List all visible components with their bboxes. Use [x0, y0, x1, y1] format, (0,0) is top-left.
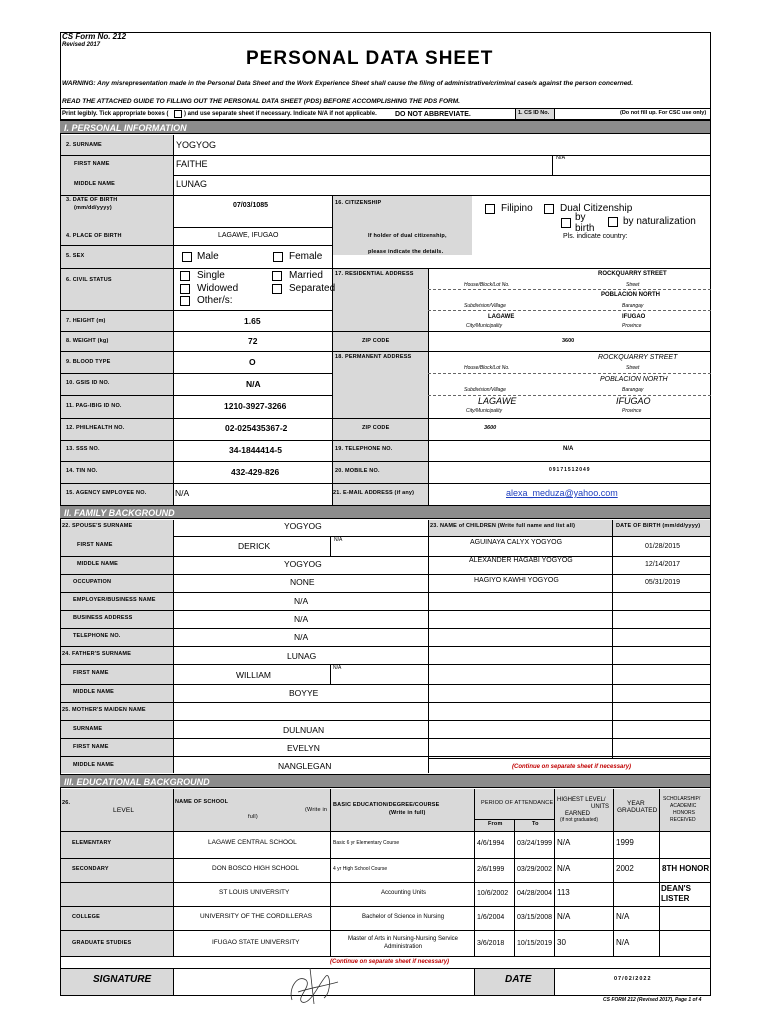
date-value: 07/02/2022: [614, 976, 652, 982]
mother-middlename-label: MIDDLE NAME: [73, 762, 115, 768]
child-2-dob: 12/14/2017: [645, 561, 681, 568]
section-family-title: II. FAMILY BACKGROUND: [64, 508, 175, 518]
civil-separated-label: Separated: [289, 283, 336, 294]
father-middlename-label: MIDDLE NAME: [73, 689, 115, 695]
father-firstname-label: FIRST NAME: [73, 670, 109, 676]
perm-house-caption: House/Block/Lot No.: [464, 365, 510, 371]
highest-header-3: EARNED: [565, 811, 591, 817]
edu-row-2-from: 2/6/1999: [477, 866, 505, 873]
occupation-value: NONE: [290, 577, 315, 587]
section-educational-background: [60, 774, 710, 788]
edu-row-2-year: 2002: [616, 864, 634, 873]
res-street-caption: Street: [626, 282, 640, 288]
edu-row-1-course: Basic 6 yr Elementary Course: [333, 840, 400, 846]
education-continue-note: (Continue on separate sheet if necessary): [330, 959, 450, 965]
course-header-write: (Write in full): [389, 810, 426, 816]
pagibig-value: 1210-3927-3266: [224, 401, 287, 411]
by-naturalization-checkbox[interactable]: [608, 217, 618, 227]
edu-row-1-from: 4/6/1994: [477, 840, 505, 847]
dual-note-1: If holder of dual citizenship,: [368, 233, 447, 239]
no-abbreviate-text: DO NOT ABBREVIATE.: [395, 111, 471, 118]
sex-female-checkbox[interactable]: [273, 252, 283, 262]
edu-row-4-from: 1/6/2004: [477, 914, 505, 921]
occupation-label: OCCUPATION: [73, 579, 112, 585]
spouse-surname-value: YOGYOG: [284, 521, 322, 531]
read-guide-text: READ THE ATTACHED GUIDE TO FILLING OUT THE PERSONAL DATA SHEET (PDS) BEFORE ACCOMPLISHING THE PDS FORM.: [62, 98, 460, 105]
family-continue-note: (Continue on separate sheet if necessary): [512, 764, 632, 770]
edu-row-5-school: IFUGAO STATE UNIVERSITY: [212, 939, 300, 946]
firstname-label: FIRST NAME: [74, 161, 110, 167]
page-title: PERSONAL DATA SHEET: [246, 48, 494, 69]
email-label: 21. E-MAIL ADDRESS (if any): [333, 490, 415, 496]
edu-row-5-year: N/A: [616, 938, 630, 947]
tin-label: 14. TIN NO.: [66, 468, 98, 474]
middlename-value: LUNAG: [176, 179, 208, 189]
perm-zip-value: 3600: [484, 425, 497, 431]
section-education-title: III. EDUCATIONAL BACKGROUND: [64, 777, 210, 787]
year-graduated-header-1: YEAR: [627, 800, 645, 807]
edu-row-3-from: 10/6/2002: [477, 890, 509, 897]
firstname-value: FAITHE: [176, 159, 208, 169]
father-middlename-value: BOYYE: [289, 688, 319, 698]
mother-firstname-value: EVELYN: [287, 743, 320, 753]
father-firstname-value: WILLIAM: [236, 670, 271, 680]
sex-female-label: Female: [289, 251, 323, 262]
form-number: CS Form No. 212: [62, 32, 127, 41]
perm-subdivision-value: POBLACION NORTH: [600, 376, 668, 383]
blood-type-label: 9. BLOOD TYPE: [66, 359, 111, 365]
edu-row-3-course: Accounting Units: [381, 890, 427, 896]
school-header-write: (Write in: [305, 807, 328, 813]
mother-surname-value: DULNUAN: [283, 725, 325, 735]
pob-label: 4. PLACE OF BIRTH: [66, 233, 122, 239]
res-subdivision-caption: Subdivision/Village: [464, 303, 506, 309]
civil-others-checkbox[interactable]: [180, 296, 190, 306]
business-address-value: N/A: [294, 614, 309, 624]
mobile-value: 09171512049: [549, 467, 591, 473]
honors-header-2: ACADEMIC: [670, 803, 697, 809]
spouse-telephone-value: N/A: [294, 632, 309, 642]
citizenship-label: 16. CITIZENSHIP: [335, 200, 382, 206]
dob-value: 07/03/1085: [233, 202, 269, 209]
course-header: BASIC EDUCATION/DEGREE/COURSE: [333, 802, 440, 808]
gsis-value: N/A: [246, 379, 261, 389]
child-1-dob: 01/28/2015: [645, 543, 681, 550]
employer-label: EMPLOYER/BUSINESS NAME: [73, 597, 156, 603]
height-value: 1.65: [244, 316, 261, 326]
edu-row-3-school: ST LOUIS UNIVERSITY: [219, 889, 290, 896]
edu-row-4-course: Bachelor of Science in Nursing: [362, 914, 445, 920]
to-header: To: [532, 821, 539, 827]
csc-use-note: (Do not fill up. For CSC use only): [620, 110, 707, 116]
edu-row-1-year: 1999: [616, 838, 634, 847]
education-num: 26.: [62, 800, 71, 806]
dual-note-2: please indicate the details.: [368, 249, 444, 255]
edu-row-5-to: 10/15/2019: [517, 940, 553, 947]
child-3-name: HAGIYO KAWHI YOGYOG: [474, 577, 559, 584]
highest-header-2: UNITS: [591, 804, 609, 810]
children-label: 23. NAME of CHILDREN (Write full name and list all): [430, 523, 576, 529]
edu-row-2-highest: N/A: [557, 864, 571, 873]
blood-type-value: O: [249, 357, 256, 367]
weight-value: 72: [248, 336, 258, 346]
res-house-caption: House/Block/Lot No.: [464, 282, 510, 288]
perm-province-value: IFUGAO: [616, 396, 651, 406]
res-province-caption: Province: [622, 323, 642, 329]
edu-row-4-highest: N/A: [557, 912, 571, 921]
form-revised: Revised 2017: [62, 42, 101, 48]
honors-header-1: SCHOLARSHIP/: [663, 796, 701, 802]
honors-header-4: RECEIVED: [670, 817, 696, 823]
agency-label: 15. AGENCY EMPLOYEE NO.: [66, 490, 147, 496]
spouse-telephone-label: TELEPHONE NO.: [73, 633, 121, 639]
mother-maiden-label: 25. MOTHER'S MAIDEN NAME: [62, 707, 146, 713]
edu-row-5-course: Master of Arts in Nursing-Nursing Service Administration: [347, 936, 459, 950]
sex-male-checkbox[interactable]: [182, 252, 192, 262]
civil-status-label: 6. CIVIL STATUS: [66, 277, 112, 283]
father-ext-value: N/A: [333, 665, 342, 671]
section-personal-info: [60, 120, 710, 134]
by-naturalization-label: by naturalization: [623, 216, 696, 227]
residential-address-label: 17. RESIDENTIAL ADDRESS: [335, 271, 414, 277]
sex-male-label: Male: [197, 251, 219, 262]
edu-row-1-highest: N/A: [557, 838, 571, 847]
sss-label: 13. SSS NO.: [66, 446, 100, 452]
mother-middlename-value: NANGLEGAN: [278, 761, 332, 771]
perm-subdivision-caption: Subdivision/Village: [464, 387, 506, 393]
print-legibly-text: Print legibly. Tick appropriate boxes (: [62, 111, 169, 117]
perm-barangay-caption: Barangay: [622, 387, 644, 393]
signature-label: SIGNATURE: [93, 974, 152, 985]
spouse-middlename-value: YOGYOG: [284, 559, 322, 569]
edu-row-5-level: GRADUATE STUDIES: [72, 940, 132, 946]
edu-row-2-honors: 8TH HONOR: [662, 864, 710, 873]
section-personal-title: I. PERSONAL INFORMATION: [64, 123, 187, 133]
civil-married-checkbox[interactable]: [272, 271, 282, 281]
child-2-name: ALEXANDER HAGABI YOGYOG: [469, 557, 573, 564]
surname-label: 2. SURNAME: [66, 142, 102, 148]
by-birth-label: by birth: [575, 212, 595, 234]
philhealth-label: 12. PHILHEALTH NO.: [66, 425, 125, 431]
from-header: From: [488, 821, 503, 827]
edu-row-1-level: ELEMENTARY: [72, 840, 112, 846]
perm-street-caption: Street: [626, 365, 640, 371]
dob-label: 3. DATE OF BIRTH: [66, 197, 118, 203]
telephone-value: N/A: [563, 446, 574, 452]
edu-row-4-school: UNIVERSITY OF THE CORDILLERAS: [200, 913, 313, 920]
father-surname-value: LUNAG: [287, 651, 317, 661]
dob-format-label: (mm/dd/yyyy): [74, 205, 112, 211]
mother-firstname-label: FIRST NAME: [73, 744, 109, 750]
citizenship-filipino-checkbox[interactable]: [485, 204, 495, 214]
edu-row-4-year: N/A: [616, 912, 630, 921]
middlename-label: MIDDLE NAME: [74, 181, 116, 187]
edu-row-2-school: DON BOSCO HIGH SCHOOL: [212, 865, 300, 872]
form-reference: CS FORM 212 (Revised 2017), Page 1 of 4: [603, 997, 702, 1003]
civil-single-label: Single: [197, 270, 225, 281]
name-extension-value: N/A: [556, 155, 566, 161]
civil-single-checkbox[interactable]: [180, 271, 190, 281]
height-label: 7. HEIGHT (m): [66, 318, 106, 324]
tin-value: 432-429-826: [231, 467, 280, 477]
telephone-label: 19. TELEPHONE NO.: [335, 446, 393, 452]
res-province-value: IFUGAO: [622, 314, 646, 320]
res-city-value: LAGAWE: [488, 314, 515, 320]
edu-row-3-to: 04/28/2004: [517, 890, 553, 897]
print-legibly-text-2: ) and use separate sheet if necessary. Indicate N/A if not applicable.: [184, 111, 377, 117]
civil-married-label: Married: [289, 270, 323, 281]
children-dob-label: DATE OF BIRTH (mm/dd/yyyy): [616, 523, 701, 529]
res-barangay-caption: Barangay: [622, 303, 644, 309]
edu-row-1-to: 03/24/1999: [517, 840, 553, 847]
business-address-label: BUSINESS ADDRESS: [73, 615, 133, 621]
sex-label: 5. SEX: [66, 253, 85, 259]
level-header: LEVEL: [113, 807, 135, 814]
signature-drawing: [280, 962, 350, 1006]
school-header-full: full): [248, 814, 258, 820]
civil-others-label: Other/s:: [197, 295, 233, 306]
res-zip-value: 3600: [562, 338, 575, 344]
tick-sample-checkbox: [174, 110, 182, 118]
civil-separated-checkbox[interactable]: [272, 284, 282, 294]
edu-row-5-from: 3/6/2018: [477, 940, 505, 947]
by-birth-checkbox[interactable]: [561, 218, 571, 228]
perm-zip-label: ZIP CODE: [362, 425, 390, 431]
edu-row-4-level: COLLEGE: [72, 914, 100, 920]
agency-value: N/A: [175, 488, 190, 498]
edu-row-2-level: SECONDARY: [72, 866, 109, 872]
year-graduated-header-2: GRADUATED: [617, 807, 658, 814]
mobile-label: 20. MOBILE NO.: [335, 468, 380, 474]
spouse-ext-value: N/A: [334, 537, 343, 543]
child-1-name: AGUINAYA CALYX YOGYOG: [470, 539, 563, 546]
education-level-col: [61, 831, 173, 956]
edu-row-5-highest: 30: [557, 938, 566, 947]
citizenship-dual-label: Dual Citizenship: [560, 203, 633, 214]
spouse-firstname-value: DERICK: [238, 541, 271, 551]
permanent-address-label: 18. PERMANENT ADDRESS: [335, 354, 412, 360]
father-surname-label: 24. FATHER'S SURNAME: [62, 651, 132, 657]
res-house-value: ROCKQUARRY STREET: [598, 271, 667, 277]
cs-id-label: 1. CS ID No.: [518, 110, 550, 116]
gsis-label: 10. GSIS ID NO.: [66, 380, 110, 386]
pagibig-label: 11. PAG-IBIG ID NO.: [66, 403, 122, 409]
edu-row-1-school: LAGAWE CENTRAL SCHOOL: [208, 839, 297, 846]
mother-surname-label: SURNAME: [73, 726, 103, 732]
res-city-caption: City/Municipality: [466, 323, 503, 329]
warning-text: WARNING: Any misrepresentation made in the Personal Data Sheet and the Work Experience Sheet shall cause the filing of administrative/criminal case/s against the person concerned.: [62, 80, 634, 87]
civil-widowed-label: Widowed: [197, 283, 239, 294]
perm-province-caption: Province: [622, 408, 642, 414]
spouse-surname-label: 22. SPOUSE'S SURNAME: [62, 523, 133, 529]
civil-widowed-checkbox[interactable]: [180, 284, 190, 294]
philhealth-value: 02-025435367-2: [225, 423, 288, 433]
edu-row-2-course: 4 yr High School Course: [333, 866, 388, 872]
highest-header-4: (if not graduated): [560, 817, 599, 823]
perm-house-value: ROCKQUARRY STREET: [598, 354, 678, 361]
edu-row-3-honors: DEAN'S LISTER: [661, 884, 691, 903]
spouse-middlename-label: MIDDLE NAME: [77, 561, 119, 567]
res-zip-label: ZIP CODE: [362, 338, 390, 344]
surname-value: YOGYOG: [176, 140, 217, 150]
date-label: DATE: [505, 974, 532, 985]
perm-city-value: LAGAWE: [478, 396, 517, 406]
employer-value: N/A: [294, 596, 309, 606]
perm-city-caption: City/Municipality: [466, 408, 503, 414]
res-subdivision-value: POBLACION NORTH: [601, 292, 660, 298]
weight-label: 8. WEIGHT (kg): [66, 338, 109, 344]
section-family-background: [60, 505, 710, 519]
citizenship-dual-checkbox[interactable]: [544, 204, 554, 214]
highest-header-1: HIGHEST LEVEL/: [557, 797, 606, 803]
edu-row-4-to: 03/15/2008: [517, 914, 553, 921]
honors-header-3: HONORS: [673, 810, 695, 816]
citizenship-filipino-label: Filipino: [501, 203, 533, 214]
edu-row-2-to: 03/29/2002: [517, 866, 553, 873]
edu-row-3-highest: 113: [557, 888, 570, 897]
school-header: NAME OF SCHOOL: [175, 799, 229, 805]
child-3-dob: 05/31/2019: [645, 579, 681, 586]
pob-value: LAGAWE, IFUGAO: [218, 232, 279, 239]
spouse-firstname-label: FIRST NAME: [77, 542, 113, 548]
email-value[interactable]: alexa_meduza@yahoo.com: [506, 488, 618, 498]
period-header: PERIOD OF ATTENDANCE: [481, 800, 554, 806]
pls-indicate-country: Pls. indicate country:: [563, 233, 628, 240]
sss-value: 34-1844414-5: [229, 445, 282, 455]
